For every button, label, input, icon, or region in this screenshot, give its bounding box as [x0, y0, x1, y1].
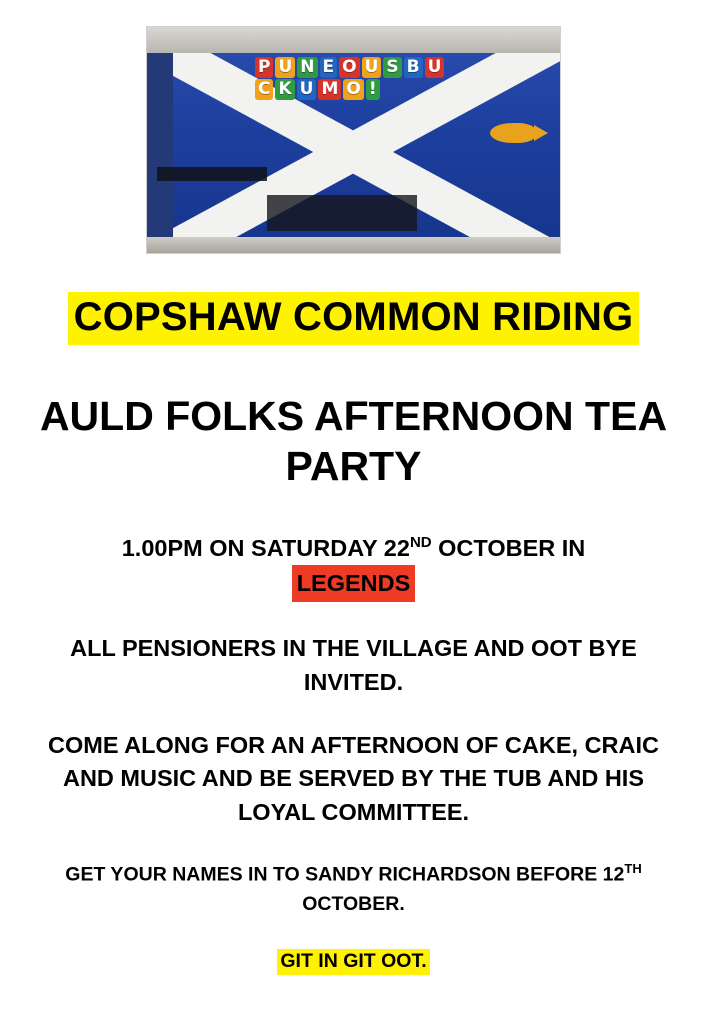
body-line: COME ALONG FOR AN AFTERNOON OF CAKE, CRAIC AND MUSIC AND BE SERVED BY THE TUB AND HIS LOYAL COMMITTEE. — [48, 732, 659, 825]
event-datetime-suffix: OCTOBER IN — [431, 535, 586, 562]
banner-letters: P U N E O U S B U C K U M O ! — [255, 57, 445, 115]
photo-bottom-strip — [147, 237, 560, 253]
rsvp-line — [34, 859, 674, 919]
footer-slogan-wrap — [34, 949, 674, 975]
footer-slogan: GIT IN GIT OOT. — [277, 949, 429, 975]
photo-left-edge — [147, 53, 173, 237]
rsvp-suffix: OCTOBER. — [302, 892, 405, 915]
flag-photo — [146, 26, 561, 254]
poster — [0, 26, 707, 1026]
fish-decoration-icon — [490, 123, 536, 143]
photo-top-strip — [147, 27, 560, 53]
event-venue: LEGENDS — [292, 565, 416, 602]
invite-line: ALL PENSIONERS IN THE VILLAGE AND OOT BYE INVITED. — [70, 635, 637, 695]
rsvp-prefix: GET YOUR NAMES IN TO SANDY RICHARDSON BEFORE 12 — [65, 863, 625, 886]
poster-subtitle: AULD FOLKS AFTERNOON TEA PARTY — [39, 393, 668, 490]
photo-dark-bar-upper — [157, 167, 267, 181]
event-datetime — [34, 531, 674, 602]
event-date-ordinal: ND — [409, 534, 432, 552]
rsvp-ordinal: TH — [624, 861, 642, 877]
event-datetime-prefix: 1.00PM ON SATURDAY 22 — [121, 535, 410, 562]
photo-dark-bar-lower — [267, 195, 417, 231]
title-band — [47, 292, 661, 345]
poster-title: COPSHAW COMMON RIDING — [68, 292, 640, 345]
